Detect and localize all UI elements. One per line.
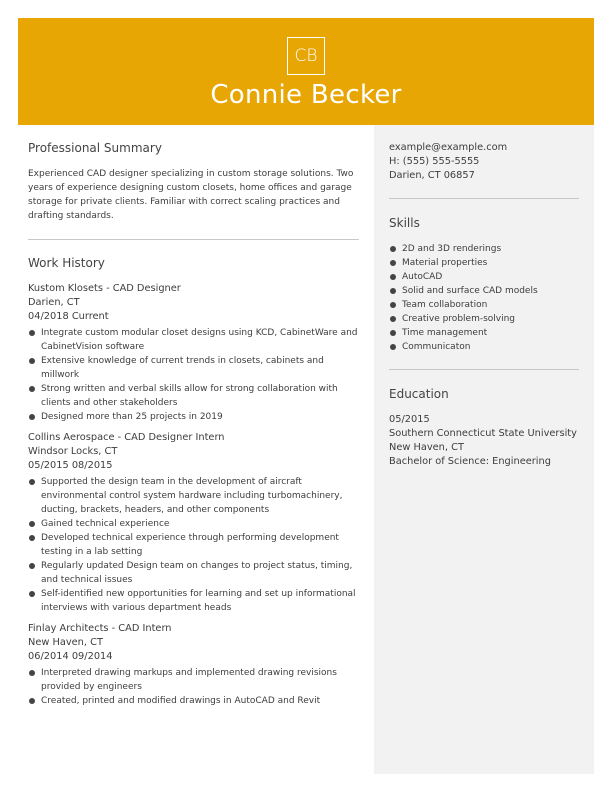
list-item: Integrate custom modular closet designs using KCD, CabinetWare and CabinetVision software [28, 326, 363, 354]
summary-heading: Professional Summary [28, 141, 162, 155]
education-location: New Haven, CT [389, 442, 464, 453]
list-item: Created, printed and modified drawings in AutoCAD and Revit [28, 694, 363, 708]
list-item: Supported the design team in the development of aircraft environmental control system hardware including turbomachinery, ducting, brackets, headers, and other components [28, 475, 363, 517]
list-item: Interpreted drawing markups and implemented drawing revisions provided by engineers [28, 666, 363, 694]
contact-phone: H: (555) 555-5555 [389, 156, 480, 167]
contact-address: Darien, CT 06857 [389, 170, 475, 181]
job-location: New Haven, CT [28, 637, 103, 648]
list-item: Solid and surface CAD models [389, 284, 584, 298]
education-date: 05/2015 [389, 414, 430, 425]
job-title: Finlay Architects - CAD Intern [28, 623, 172, 634]
job-location: Windsor Locks, CT [28, 446, 118, 457]
list-item: Developed technical experience through performing development testing in a lab setting [28, 531, 363, 559]
list-item: Strong written and verbal skills allow for strong collaboration with clients and other stakeholders [28, 382, 363, 410]
job-title: Collins Aerospace - CAD Designer Intern [28, 432, 225, 443]
list-item: Communicaton [389, 340, 584, 354]
list-item: Self-identified new opportunities for learning and set up informational interviews with various department heads [28, 587, 363, 615]
contact-email: example@example.com [389, 142, 508, 153]
job-dates: 06/2014 09/2014 [28, 651, 113, 662]
candidate-name: Connie Becker [210, 80, 402, 110]
job-entry [28, 622, 363, 708]
contact-block [389, 141, 584, 183]
divider [389, 369, 579, 370]
list-item: Creative problem-solving [389, 312, 584, 326]
job-dates: 05/2015 08/2015 [28, 460, 113, 471]
list-item: Material properties [389, 256, 584, 270]
list-item: Team collaboration [389, 298, 584, 312]
list-item: Regularly updated Design team on changes to project status, timing, and technical issues [28, 559, 363, 587]
job-title: Kustom Klosets - CAD Designer [28, 283, 181, 294]
skills-block [389, 242, 584, 354]
list-item: Designed more than 25 projects in 2019 [28, 410, 363, 424]
list-item: Time management [389, 326, 584, 340]
education-block [389, 413, 584, 469]
monogram-badge: CB [287, 37, 325, 75]
job-entry [28, 431, 363, 615]
job-bullets [28, 666, 363, 708]
job-entry [28, 282, 363, 424]
list-item: AutoCAD [389, 270, 584, 284]
divider [389, 198, 579, 199]
skills-heading: Skills [389, 216, 420, 230]
job-dates: 04/2018 Current [28, 311, 109, 322]
skills-list [389, 242, 584, 354]
list-item: Extensive knowledge of current trends in closets, cabinets and millwork [28, 354, 363, 382]
job-bullets [28, 475, 363, 615]
list-item: 2D and 3D renderings [389, 242, 584, 256]
work-history-heading: Work History [28, 256, 105, 270]
divider [28, 239, 359, 240]
list-item: Gained technical experience [28, 517, 363, 531]
job-location: Darien, CT [28, 297, 80, 308]
education-degree: Bachelor of Science: Engineering [389, 456, 551, 467]
education-school: Southern Connecticut State University [389, 428, 577, 439]
job-bullets [28, 326, 363, 424]
summary-text: Experienced CAD designer specializing in custom storage solutions. Two years of experience designing custom closets, home offices and garage storage for private clients. Familiar with correct scaling practices and drafting standards. [28, 169, 354, 221]
education-heading: Education [389, 387, 449, 401]
